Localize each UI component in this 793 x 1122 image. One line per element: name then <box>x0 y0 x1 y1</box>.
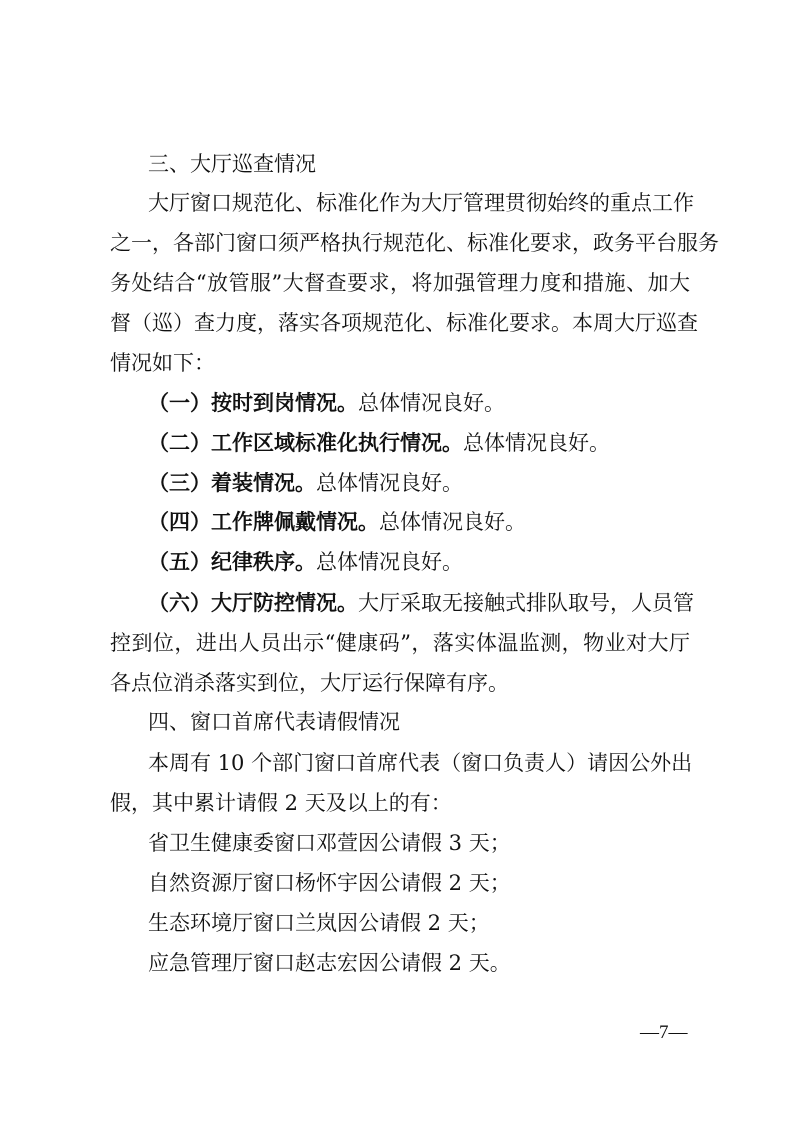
paragraph-line: 务处结合“放管服”大督查要求，将加强管理力度和措施、加大 <box>110 271 690 295</box>
inspection-item <box>148 383 793 423</box>
item-title: （二）工作区域标准化执行情况。 <box>148 431 463 455</box>
leave-item: 自然资源厅窗口杨怀宇因公请假 2 天； <box>148 871 511 895</box>
paragraph-line: 督（巡）查力度，落实各项规范化、标准化要求。本周大厅巡查 <box>110 311 698 335</box>
paragraph-line: 情况如下： <box>110 351 215 375</box>
inspection-item <box>148 542 793 582</box>
leave-item: 应急管理厅窗口赵志宏因公请假 2 天。 <box>148 951 511 975</box>
item-text: 总体情况良好。 <box>316 550 463 574</box>
inspection-item <box>148 502 793 542</box>
item-title: （六）大厅防控情况。 <box>148 591 358 615</box>
page-number: —7— <box>640 1022 688 1043</box>
inspection-item <box>148 423 793 463</box>
item-text: 总体情况良好。 <box>316 471 463 495</box>
paragraph-line: 本周有 10 个部门窗口首席代表（窗口负责人）请因公外出 <box>148 751 693 775</box>
item-text: 总体情况良好。 <box>379 510 526 534</box>
inspection-item <box>148 583 694 623</box>
paragraph-line: 各点位消杀落实到位，大厅运行保障有序。 <box>110 671 509 695</box>
item-title: （一）按时到岗情况。 <box>148 391 358 415</box>
section-heading-inspection: 三、大厅巡查情况 <box>148 152 316 176</box>
item-title: （三）着装情况。 <box>148 471 316 495</box>
item-title: （四）工作牌佩戴情况。 <box>148 510 379 534</box>
leave-item: 省卫生健康委窗口邓萱因公请假 3 天； <box>148 831 511 855</box>
paragraph-line: 之一，各部门窗口须严格执行规范化、标准化要求，政务平台服务 <box>110 231 719 255</box>
leave-item: 生态环境厅窗口兰岚因公请假 2 天； <box>148 911 490 935</box>
item-title: （五）纪律秩序。 <box>148 550 316 574</box>
paragraph-line: 假，其中累计请假 2 天及以上的有： <box>110 791 452 815</box>
paragraph-line: 控到位，进出人员出示“健康码”，落实体温监测，物业对大厅 <box>110 631 690 655</box>
inspection-item <box>148 463 793 503</box>
paragraph-line: 大厅窗口规范化、标准化作为大厅管理贯彻始终的重点工作 <box>148 191 694 215</box>
item-text: 总体情况良好。 <box>463 431 610 455</box>
item-text: 总体情况良好。 <box>358 391 505 415</box>
item-text: 大厅采取无接触式排队取号，人员管 <box>358 591 694 615</box>
section-heading-leave: 四、窗口首席代表请假情况 <box>148 710 400 734</box>
